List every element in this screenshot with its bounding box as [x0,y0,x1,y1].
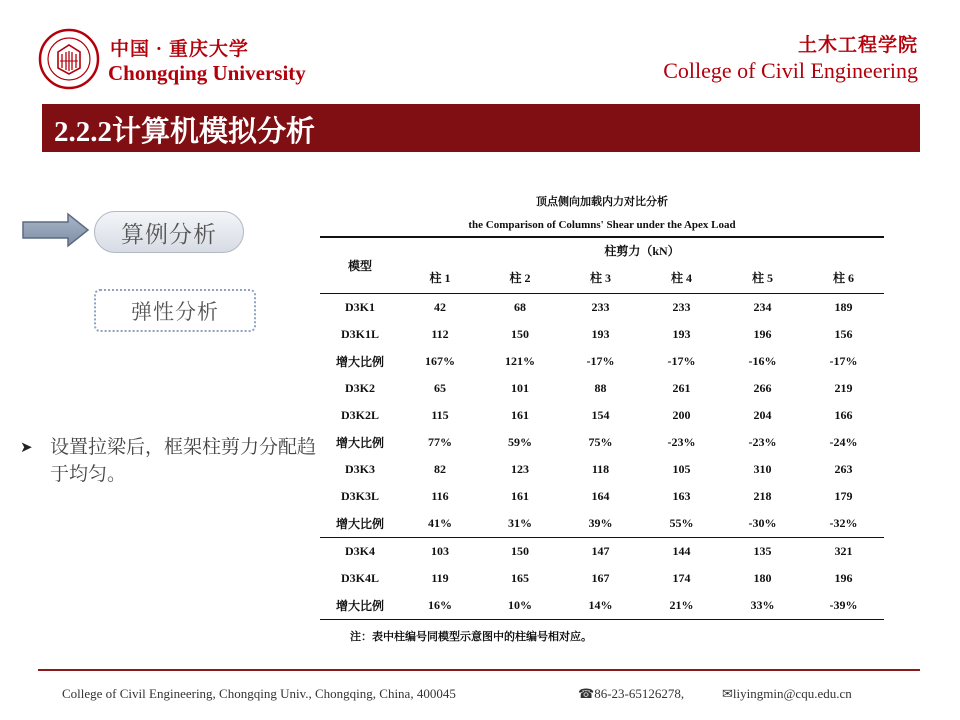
footer-divider [38,669,920,671]
phone-icon: ☎ [578,686,595,701]
table-row [320,402,884,429]
table-row [320,592,884,620]
value-cell: 101 [511,381,529,395]
table-note: 注：表中柱编号同模型示意图中的柱编号相对应。 [350,631,592,643]
value-cell: -17% [667,354,696,368]
value-cell: -30% [722,510,803,538]
value-cell: 21% [641,592,722,620]
footer-email [722,686,852,702]
value-cell: 261 [672,381,691,395]
value-cell: 14% [560,592,641,620]
footer-phone [578,686,684,702]
college-name-en: College of Civil Engineering [663,58,918,83]
value-cell: 115 [431,408,449,422]
email-address[interactable]: liyingmin@cqu.edu.cn [732,686,852,701]
value-cell: -17% [586,354,615,368]
value-cell: 10% [480,592,560,620]
bullet-text: 设置拉梁后，框架柱剪力分配趋于均匀。 [50,436,317,485]
mail-icon: ✉ [722,686,733,701]
value-cell: 77% [428,435,452,449]
value-cell: 150 [511,327,529,341]
column-header: 柱 1 [400,262,480,294]
case-analysis-button[interactable]: 算例分析 [94,211,244,253]
value-cell: 147 [591,544,610,558]
value-cell: 105 [672,462,691,476]
value-cell: 310 [753,462,772,476]
model-cell: D3K2 [345,381,375,395]
bullet-point [20,434,320,488]
value-cell: 218 [753,489,772,503]
value-cell: 161 [511,408,529,422]
value-cell: 165 [511,571,529,585]
value-cell: 150 [511,544,529,558]
value-cell: 33% [722,592,803,620]
value-cell: 16% [400,592,480,620]
table-row [320,483,884,510]
model-cell: D3K2L [340,408,379,422]
value-cell: 41% [400,510,480,538]
value-cell: 196 [834,571,853,585]
footer-address: College of Civil Engineering, Chongqing Univ., Chongqing, China, 400045 [62,686,456,701]
value-cell: 164 [591,489,610,503]
value-cell: 123 [511,462,529,476]
university-name-cn: 中国 · 重庆大学 [110,39,249,60]
model-cell: D3K4 [345,544,375,558]
model-cell: 增大比例 [320,510,400,538]
model-cell: D3K1L [340,327,379,341]
slide-title: 2.2.2计算机模拟分析 [54,116,316,148]
value-cell: 88 [594,381,607,395]
value-cell: 118 [591,462,610,476]
value-cell: 174 [672,571,691,585]
column-header: 柱 3 [560,262,641,294]
value-cell: -16% [748,354,777,368]
value-cell: 135 [753,544,772,558]
value-cell: 119 [431,571,449,585]
shear-comparison-table [320,236,884,620]
model-cell: D3K4L [340,571,379,585]
value-cell: 65 [434,381,446,395]
model-cell: D3K3L [340,489,379,503]
table-row [320,456,884,483]
value-cell: 156 [834,327,853,341]
value-cell: 31% [480,510,560,538]
university-name-en: Chongqing University [108,61,306,85]
table-row [320,429,884,456]
value-cell: 39% [560,510,641,538]
model-header: 模型 [320,237,400,294]
model-cell: 增大比例 [335,355,384,369]
value-cell: 59% [508,435,532,449]
value-cell: -32% [803,510,884,538]
university-logo [38,28,100,90]
table-title-en: the Comparison of Columns' Shear under the Apex Load [468,219,736,231]
value-cell: 204 [753,408,772,422]
table-row [320,538,884,566]
value-cell: -23% [667,435,696,449]
model-cell: 增大比例 [335,436,384,450]
table-title-cn: 顶点侧向加载内力对比分析 [536,196,668,208]
value-cell: 112 [431,327,449,341]
college-name-cn: 土木工程学院 [797,35,918,56]
value-cell: 200 [672,408,691,422]
value-cell: 116 [431,489,449,503]
value-cell: 167 [591,571,610,585]
table-row [320,294,884,322]
value-cell: 196 [753,327,772,341]
table-row [320,375,884,402]
model-cell: D3K3 [345,462,375,476]
value-cell: 161 [511,489,529,503]
value-cell: 42 [434,300,446,314]
value-cell: 82 [434,462,446,476]
value-cell: 179 [834,489,853,503]
value-cell: 193 [672,327,691,341]
model-cell: D3K1 [345,300,375,314]
model-cell: 增大比例 [320,592,400,620]
value-cell: -17% [829,354,858,368]
elastic-analysis-box[interactable]: 弹性分析 [94,289,256,332]
value-cell: 55% [641,510,722,538]
table-row [320,565,884,592]
value-cell: 233 [672,300,691,314]
value-cell: -39% [803,592,884,620]
table-row [320,510,884,538]
value-cell: 263 [834,462,853,476]
value-cell: 103 [431,544,449,558]
phone-number: 86-23-65126278, [594,686,685,701]
value-cell: 219 [834,381,853,395]
column-header: 柱 2 [480,262,560,294]
bullet-arrow-icon: ➤ [20,438,33,456]
value-cell: 75% [588,435,613,449]
shear-group-header: 柱剪力（kN） [400,237,884,262]
value-cell: 68 [514,300,526,314]
column-header: 柱 5 [722,262,803,294]
value-cell: 144 [672,544,691,558]
table-row [320,348,884,375]
value-cell: 180 [753,571,772,585]
value-cell: 163 [672,489,691,503]
column-header: 柱 4 [641,262,722,294]
value-cell: -24% [829,435,858,449]
value-cell: 321 [834,544,853,558]
value-cell: 166 [834,408,853,422]
value-cell: 193 [591,327,610,341]
value-cell: 266 [753,381,772,395]
value-cell: 189 [834,300,853,314]
arrow-right-icon [22,212,90,253]
table-row [320,321,884,348]
value-cell: 234 [753,300,772,314]
value-cell: 121% [505,354,535,368]
value-cell: 154 [591,408,610,422]
value-cell: -23% [748,435,777,449]
column-header: 柱 6 [803,262,884,294]
value-cell: 167% [425,354,455,368]
value-cell: 233 [591,300,610,314]
